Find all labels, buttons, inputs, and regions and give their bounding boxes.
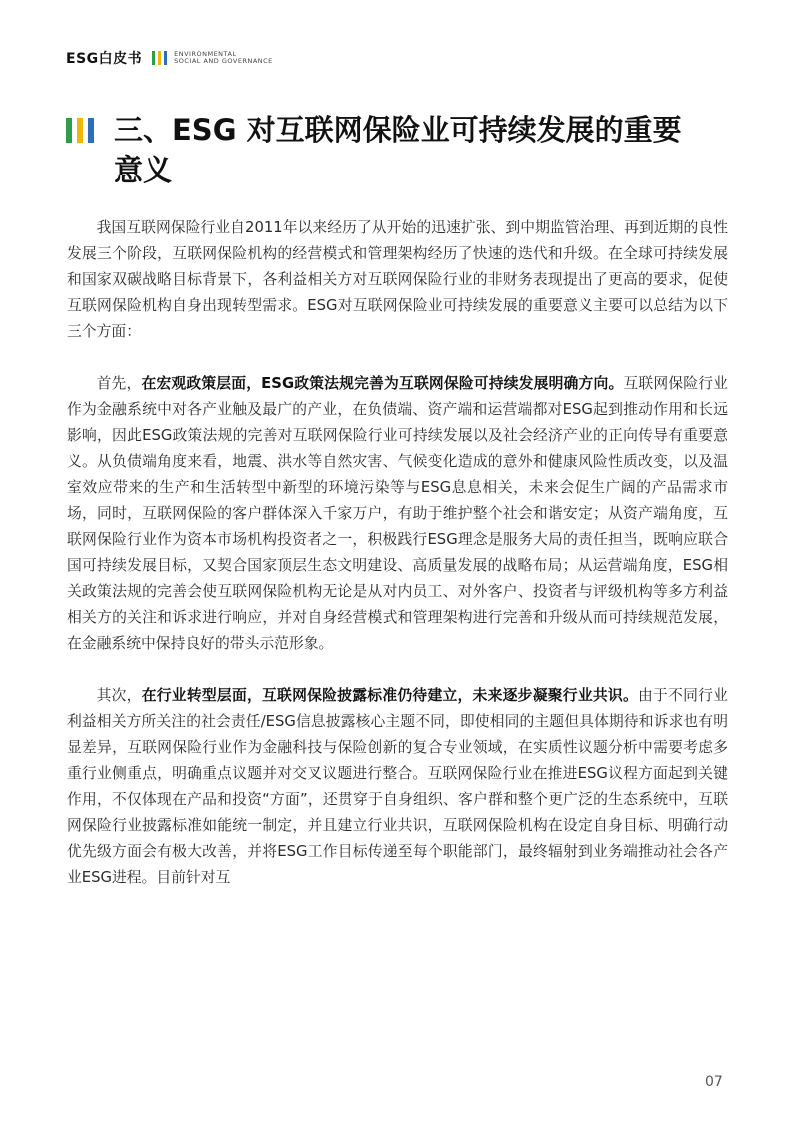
- page-number: 07: [705, 1074, 723, 1090]
- blue-bar: [88, 118, 94, 143]
- section-title-line-2: 意义: [114, 153, 173, 187]
- brand-bars-icon: [152, 51, 167, 65]
- article-body: [67, 215, 728, 917]
- section-heading: [66, 110, 736, 190]
- paragraph-lead: 首先，: [96, 375, 142, 392]
- paragraph-intro: 我国互联网保险行业自2011年以来经历了从开始的迅速扩张、到中期监管治理、再到近期的良性发展三个阶段，互联网保险机构的经营模式和管理架构经历了快速的迭代和升级。在全球可持续发展和国家双碳战略目标背景下，各利益相关方对互联网保险行业的非财务表现提出了更高的要求，促使互联网保险机构自身出现转型需求。ESG对互联网保险业可持续发展的重要意义主要可以总结为以下三个方面：: [67, 219, 728, 340]
- paragraph-bold-heading: 在宏观政策层面，ESG政策法规完善为互联网保险可持续发展明确方向。: [141, 375, 624, 392]
- section-bars-icon: [66, 118, 94, 190]
- yellow-bar: [77, 118, 83, 143]
- yellow-bar: [158, 51, 161, 65]
- brand-tagline: [174, 51, 273, 66]
- green-bar: [152, 51, 155, 65]
- blue-bar: [164, 51, 167, 65]
- green-bar: [66, 118, 72, 143]
- paragraph-text: 由于不同行业利益相关方所关注的社会责任/ESG信息披露核心主题不同，即使相同的主题但具体期待和诉求也有明显差异，互联网保险行业作为金融科技与保险创新的复合专业领域，在实质性议题分析中需要考虑多重行业侧重点，明确重点议题并对交叉议题进行整合。互联网保险行业在推进ESG议程方面起到关键作用，不仅体现在产品和投资“方面”，还贯穿于自身组织、客户群和整个更广泛的生态系统中，互联网保险行业披露标准如能统一制定，并且建立行业共识，互联网保险机构在设定自身目标、明确行动优先级方面会有极大改善，并将ESG工作目标传递至每个职能部门，最终辐射到业务端推动社会各产业ESG进程。目前针对互: [67, 687, 728, 886]
- tagline-line-1: ENVIRONMENTAL: [174, 49, 237, 58]
- paragraph-text: 互联网保险行业作为金融系统中对各产业触及最广的产业，在负债端、资产端和运营端都对ESG起到推动作用和长远影响，因此ESG政策法规的完善对互联网保险行业可持续发展以及社会经济产业的正向传导有重要意义。从负债端角度来看，地震、洪水等自然灾害、气候变化造成的意外和健康风险性质改变，以及温室效应带来的生产和生活转型中新型的环境污染等与ESG息息相关，未来会促生广阔的产品需求市场，同时，互联网保险的客户群体深入千家万户，有助于维护整个社会和谐安定；从资产端角度，互联网保险行业作为资本市场机构投资者之一，积极践行ESG理念是服务大局的责任担当，既响应联合国可持续发展目标，又契合国家顶层生态文明建设、高质量发展的战略布局；从运营端角度，ESG相关政策法规的完善会使互联网保险机构无论是从对内员工、对外客户、投资者与评级机构等多方利益相关方的关注和诉求进行响应，并对自身经营模式和管理架构进行完善和升级从而可持续规范发展，在金融系统中保持良好的带头示范形象。: [67, 375, 728, 652]
- section-title: [114, 110, 682, 190]
- page-header: [66, 47, 273, 69]
- section-title-line-1: 三、ESG 对互联网保险业可持续发展的重要: [114, 113, 682, 147]
- brand-title: ESG白皮书: [66, 51, 143, 67]
- paragraph-first: [67, 371, 728, 657]
- paragraph-bold-heading: 在行业转型层面，互联网保险披露标准仍待建立，未来逐步凝聚行业共识。: [141, 687, 638, 704]
- tagline-line-2: SOCIAL AND GOVERNANCE: [174, 57, 273, 65]
- paragraph-lead: 其次，: [96, 687, 142, 704]
- paragraph-second: [67, 683, 728, 891]
